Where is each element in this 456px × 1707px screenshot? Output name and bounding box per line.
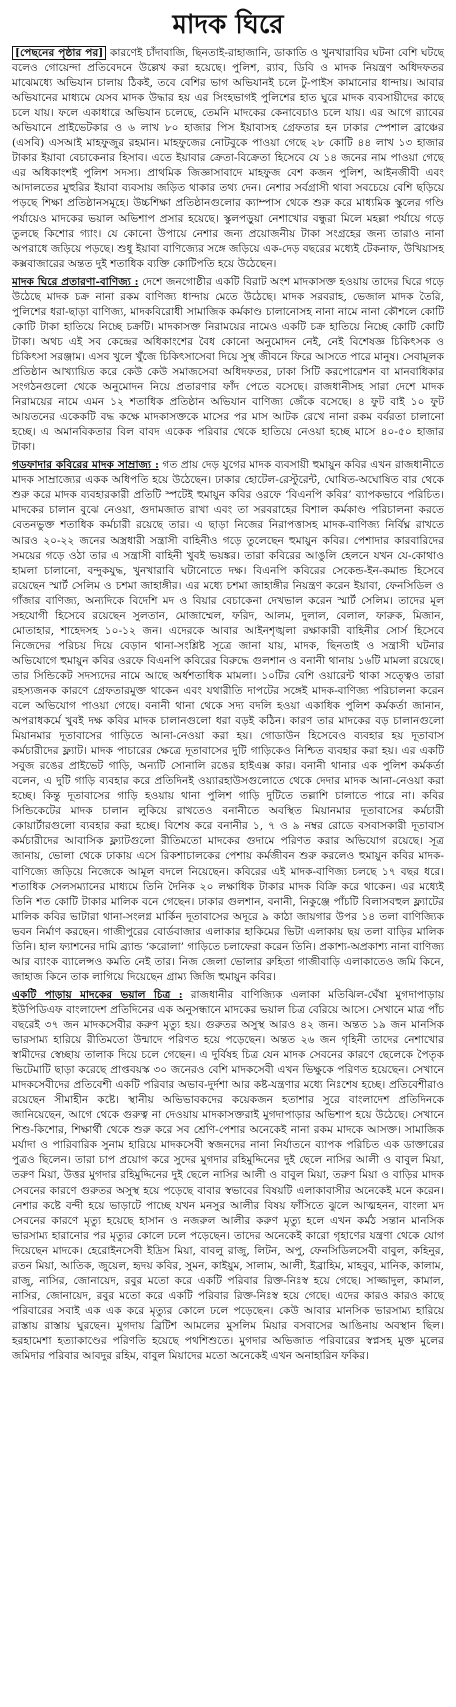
paragraph-text: দেশে জনগোষ্ঠীর একটি বিরাট অংশ মাদকাসক্ত হওয়ায় তাদের ঘিরে গড়ে উঠেছে মাদক চক্র নানা রকম বাণিজ্য ধান্দায় মেতে উঠেছে। মাদক সরবরাহ, ভেজাল মাদক তৈরি, পুলিশের ধরা-ছাড়া বাণিজ্য, মাদকবিরোধী সামাজিক কর্মকাণ্ড চালানোসহ নানা নামে নানা কৌশলে কোটি কোটি টাকা হাতিয়ে নিচ্ছে চক্রটি। মাদকাসক্ত নিরাময়ের নামেও একটি চক্র হাতিয়ে নিচ্ছে কোটি কোটি টাকা। অথচ এই সব কেন্দ্রের অধিকাংশের বৈধ কোনো অনুমোদন নেই, নেই বিশেষজ্ঞ চিকিৎসক ও চিকিৎসা সরঞ্জাম। এসব খুলে খুঁজে চিকিৎসাসেবা দিয়ে সুস্থ জীবনে ফিরে আসতে পারে মানুষ। সেবামূলক প্রতিষ্ঠান আখ্যায়িত করে কেউ কেউ সমাজসেবা অধিদফতর, ঢাকা সিটি করপোরেশন বা মানবাধিকার সংগঠনগুলো থেকে অনুমোদন নিয়ে প্রতারণার ফাঁদ পেতে বসেছে। রাজধানীসহ সারা দেশে মাদক নিরাময়ের নামে এমন ১২ শতাধিক প্রতিষ্ঠান অভিযান বাণিজ্য জেঁকে বসেছে। ৪ ফুট বাই ১০ ফুট আয়তনের একেকটি বদ্ধ কক্ষে মাদকাসক্তকে মাসের পর মাস আটক রেখে নানা রকম বর্বরতা চালানো হচ্ছে। এ অমানবিকতার বিল বাবদ একেক পরিবার থেকে হাতিয়ে নেওয়া হচ্ছে মাসে ৪০-৫০ হাজার টাকা। bbox=[12, 275, 444, 454]
section-lead-godfather: গডফাদার কবিরের মাদক সাম্রাজ্য : bbox=[12, 459, 159, 472]
section-lead-fraud-trade: মাদক ঘিরে প্রতারণা-বাণিজ্য : bbox=[12, 275, 139, 288]
paragraph-neighborhood bbox=[12, 988, 444, 1364]
headline: মাদক ঘিরে bbox=[172, 10, 284, 40]
section-lead-neighborhood: একটি পাড়ায় মাদকের ভয়াল চিত্র : bbox=[12, 988, 183, 1001]
paragraph-fraud-trade bbox=[12, 275, 444, 456]
paragraph-intro bbox=[12, 46, 444, 272]
section-lead-continued: [পেছনের পৃষ্ঠার পর] bbox=[12, 46, 106, 60]
paragraph-text: রাজধানীর বাণিজ্যিক এলাকা মতিঝিল-ঘেঁষা মুগদাপাড়ায় ইউপিডিএফ বাংলাদেশ প্রতিদিনের এক অনুসন্ধানে মাদকের ভয়াল চিত্র বেরিয়ে আসে। সেখানে মাত্র পাঁচ বছরেই ৩৭ জন মাদকসেবীর করুণ মৃত্যু হয়। গুরুতর অসুস্থ আরও ৪২ জন। অন্তত ১৯ জন মানসিক ভারসাম্য হারিয়ে রীতিমতো উন্মাদে পরিণত হয়ে পড়েছেন। অন্তত ২৬ জন গৃহিনী তাদের নেশাখোর স্বামীদের স্বেচ্ছায় তালাক দিয়ে চলে গেছেন। এ দুর্বিষহ চিত্র যেন মাদক সেবনের কারণে ছেলেকে পৈতৃক ভিটেমাটি ছাড়া করেছে প্রাপ্তবয়স্ক ৩০ জনেরও বেশি মাদকসেবী এখন ভিক্ষুকে পরিণত হয়েছেন। সেখানে মাদকসেবীদের প্রতিবেশী একটি পরিবার অভাব-দুর্দশা আর কষ্ট-যন্ত্রণার মধ্যে নিঃশেষ হচ্ছে। প্রতিবেশীরাও রয়েছেন সীমাহীন কষ্টে। স্থানীয় অভিভাবকদের কয়েকজন হতাশার সুরে বাংলাদেশ প্রতিদিনকে জানিয়েছেন, আগে থেকে গুরুত্ব না দেওয়ায় মাদকাসক্তরাই মুগদাপাড়ার অভিশাপ হয়ে উঠেছে। সেখানে শিশু-কিশোর, শিক্ষার্থী থেকে শুরু করে সব শ্রেণি-পেশার অনেকেই নানা রকম মাদকে আসক্ত। সামাজিক মর্যাদা ও পারিবারিক সুনাম হারিয়ে মাদকসেবী স্বজনদের নানা নির্যাতনে ব্যাপক পরিচিত এক ডাক্তারের পুত্রও ছিলেন। তারা চাপ প্রয়োগ করে সুদের মুগদার রহিমুদ্দিনের দুই ছেলে নাসির আলী ও বাবুল মিয়া, তরুণ মিয়া, উত্তর মুগদার রহিমুদ্দিনের দুই ছেলে নাসির আলী ও বাবুল মিয়া, তরুণ মিয়া ও বাড়ির মাদক সেবনের কারণে গুরুতর অসুস্থ হয়ে পড়েছে বাবার স্বভাবের বিষয়টি এলাকাবাসীর অনেকেই মনে করেন। নেশার কষ্টে বন্দী হয়ে ভাড়াটে পাচ্ছে যখন মনসুর আলীর বিষয় ফাঁসিতে ঝুলে আত্মহনন, বাংলা মদ সেবনের কারণে মৃত্যু হয়েছে হাসান ও নজরুল আলীর করুণ মৃত্যু হলে এখন কর্মঠ সন্তান মানসিক ভারসাম্য হারানোর পর মৃত্যুর কোলে ঢলে পড়েছেন। তাদের অনেকেই কারো গৃহাণের যন্ত্রণা থেকে যোগ দিয়েছেন মাদকে। হেরোইনসেবী ইদ্রিস মিয়া, বাবলু রাজু, লিটন, অপু, ফেনসিডিলসেবী বাবুল, কহিনুর, রতন মিয়া, আতিক, জুয়েল, হৃদয় কবির, সুমন, কাইয়ুম, সালাম, আলী, ইব্রাহিম, মাহবুব, মানিক, কালাম, রাজু, নাসির, জোনায়েদ, রবুর মতো করে একটি পরিবার রিক্ত-নিঃস্ব হয়ে গেছে। সাজ্জাদুল, কামাল, নাসির, জোনায়েদ, রবুর মতো করে একটি পরিবার রিক্ত-নিঃস্ব হয়ে গেছে। এদের কারও কারও কাছে পরিবারের সবাই এক এক করে মৃত্যুর কোলে ঢলে পড়েছেন। কেউ আবার মানসিক ভারসাম্য হারিয়ে রাস্তায় রাস্তায় ঘুরছেন। মুগদায় ব্রিটিশ আমলের মুসলিম মিয়ার বসবাসের আঙিনায় অবস্থান ছিল। হরহামেশা হত্যাকাণ্ডের পরিণতি হয়েছে পথশিশুতে। মুগদার অভিজাত পরিবারের স্বপ্নসহ মুক্ত মুলের জমিদার পরিবার আবদুর রহিম, বাবুল মিয়াদের মতো অনেকেই এখন অনাহারিন ফকির। bbox=[12, 988, 444, 1363]
paragraph-text: গত প্রায় দেড় যুগের মাদক ব্যবসায়ী হুমায়ুন কবির এখন রাজধানীতে মাদক সাম্রাজ্যের একক অধিপতি হয়ে উঠেছেন। ঢাকার হোটেল-রেস্টুরেন্ট, ঘোষিত-অঘোষিত বার থেকে শুরু করে মাদক ব্যবহারকারী প্রতিটি স্পটেই হুমায়ুন কবির ওরফে ‘বিএনপি কবির’ ব্যাপকভাবে পরিচিত। মাদকের চালান বুঝে নেওয়া, গুদামজাত রাখা এবং তা সরবরাহের বিশাল কর্মকাণ্ড পরিচালনা করতে বেতনভুক্ত শতাধিক কর্মচারী রয়েছে তার। এ ছাড়া নিজের নিরাপত্তাসহ মাদক-বাণিজ্য নির্বিঘ্ন রাখতে আরও ২০-২২ জনের অস্ত্রধারী সন্ত্রাসী বাহিনীও গড়ে তুলেছেন হুমায়ুন কবির। পেশাদার কারবারিদের সময়ের গড়ে ওঠা তার এ সন্ত্রাসী বাহিনী খুবই ভয়ঙ্কর। তারা কবিরের আঙুলি হেলনে যখন যে-কোথাও হামলা চালানো, বন্দুকযুদ্ধ, খুনখারাবি ঘটানোতে দক্ষ। বিএনপি কবিরের সেকেন্ড-ইন-কমান্ড হিসেবে রয়েছেন স্মার্ট সেলিম ও চশমা জাহাঙ্গীর। এর মধ্যে চশমা জাহাঙ্গীর নিয়ন্ত্রণ করেন ইয়াবা, ফেনসিডিল ও গাঁজার বাণিজ্য, অন্যদিকে বিদেশি মদ ও বিয়ার বেচাকেনা দেখভাল করেন স্মার্ট সেলিম। তাদের মূল সহযোগী হিসেবে রয়েছেন সুলতান, মোজাম্মেল, ফরিদ, আলম, দুলাল, বেলাল, ফারুক, মিজান, মোতাহার, শাহেদসহ ১০-১২ জন। এদেরকে আবার আইনশৃঙ্খলা রক্ষাকারী বাহিনীর সোর্স হিসেবে নিজেদের পরিচয় দিয়ে বেড়ান থানা-সংশ্লিষ্ট সূত্রে জানা যায়, মাদক, ছিনতাই ও সন্ত্রাসী ঘটনার অভিযোগে হুমায়ুন কবির ওরফে বিএনপি কবিরের বিরুদ্ধে গুলশান ও বনানী থানায় ১৬টি মামলা রয়েছে। তার সিন্ডিকেট সদস্যদের নামে আছে অর্ধশতাধিক মামলা। ১০টির বেশি ওয়ারেন্ট থাকা সত্ত্বেও তারা রহস্যজনক কারণে গ্রেফতারমুক্ত থাকেন এবং যথারীতি দাপটের সঙ্গেই মাদক-বাণিজ্য পরিচালনা করেন বলে অভিযোগ পাওয়া গেছে। বনানী থানা থেকে সদ্য বদলি হওয়া একাধিক পুলিশ কর্মকর্তা জানান, অপরাধকর্মে খুবই দক্ষ কবির মাদক চালানগুলো ধরা বড়ই কঠিন। কারণ তার মাদকের বড় চালানগুলো মিয়ানমার দূতাবাসের গাড়িতে আনা-নেওয়া করা হয়। গোডাউন হিসেবেও ব্যবহার হয় দূতাবাস কর্মচারীদের ফ্ল্যাট। মাদক পাচারের ক্ষেত্রে দূতাবাসের দুটি গাড়িকেও নিশ্চিত ব্যবহার করা হয়। এর একটি সবুজ রঙের প্রাইভেট গাড়ি, অন্যটি সোনালি রঙের হাইএক্স কার। বনানী থানার এক পুলিশ কর্মকর্তা বলেন, এ দুটি গাড়ি ব্যবহার করে প্রতিদিনই ওয়্যারহাউসগুলোতে থেকে দেদার মাদক আনা-নেওয়া করা হচ্ছে। কিন্তু দূতাবাসের গাড়ি হওয়ায় থানা পুলিশ গাড়ি দুটিতে তল্লাশি চালাতে পারে না। কবির সিন্ডিকেটের মাদক চালান লুকিয়ে রাখতেও বনানীতে অবস্থিত মিয়ানমার দূতাবাসের কর্মচারী কোয়ার্টারগুলো ব্যবহার করা হচ্ছে। বিশেষ করে বনানীর ১, ৭ ও ৯ নম্বর রোডে বসবাসকারী দূতাবাস কর্মচারীদের আবাসিক ফ্ল্যাটগুলো রীতিমতো মাদকের গুদামে পরিণত করার অভিযোগ রয়েছে। সূত্র জানায়, ভোলা থেকে ঢাকায় এসে রিকশাচালকের পেশায় কর্মজীবন শুরু করলেও হুমায়ুন কবির মাদক-বাণিজ্যে জড়িয়ে নিজেকে আমূল বদলে নিয়েছেন। কবিরের এই মাদক-বাণিজ্য চলছে ১৭ বছর ধরে। শতাধিক সেলসম্যানের মাধ্যমে তিনি দৈনিক ২০ লক্ষাধিক টাকার মাদক বিক্রি করে থাকেন। এর মধ্যেই তিনি শত কোটি টাকার মালিক বনে গেছেন। ঢাকার গুলশান, বনানী, নিকুঞ্জে পাঁচটি বিলাসবহুল ফ্ল্যাটের মালিক কবির ভাটারা থানা-সংলগ্ন মার্কিন দূতাবাসের অদূরে ৯ কাঠা জায়গার উপর ১৪ তলা বাণিজ্যিক ভবন নির্মাণ করছেন। গাজীপুরের বোর্ডবাজার এলাকার হাকিমের ভিটা এলাকায় ছয় তলা বাড়ির মালিক তিনি। হাল ফ্যাশনের দামি ব্র্যান্ড ‘করোলা’ গাড়িতে চলাফেরা করেন তিনি। প্রকাশ্য-অপ্রকাশ্য নানা বাণিজ্য আর ব্যাংক ব্যালেন্সও কমতি নেই তার। নিজ জেলা ভোলার রুহিতা গাজীবাড়ি এলাকাতেও জমি কিনে, জাহাজ কিনে তাক লাগিয়ে দিয়েছেন গ্রাম্য জিজি হুমায়ুন কবির। bbox=[12, 459, 444, 983]
paragraph-text: কারণেই চাঁদাবাজি, ছিনতাই-রাহাজানি, ডাকাতি ও খুনখারাবির ঘটনা বেশি ঘটছে বলেও গোয়েন্দা প্রতিবেদনে উল্লেখ করা হয়েছে। পুলিশ, র‌্যাব, ডিবি ও মাদক নিয়ন্ত্রণ অধিদফতর মাঝেমধ্যে অভিযান চালায় ঠিকই, তবে বেশির ভাগ অভিযানই চলে টু-পাইস কামানোর ধান্দায়। আবার অভিযানের মাধ্যমে যেসব মাদক উদ্ধার হয় এর সিংহভাগই পুলিশের হাত ঘুরে মাদক ব্যবসায়ীদের কাছে চলে যায়। ফলে একাধারে অভিযান চলেছে, তেমনি মাদকের কেনাবেচাও চলে যায়। এর আগে র‌্যাবের অভিযানে প্রাইভেটকার ও ৬ লাখ ৮০ হাজার পিস ইয়াবাসহ গ্রেফতার হন ঢাকার স্পেশাল ব্রাঞ্চের (এসবি) এসআই মাহফুজুর রহমান। মাহফুজের নোটবুকে পাওয়া গেছে ২৮ কোটি ৪৪ লাখ ১৩ হাজার টাকার ইয়াবা বেচাকেনার হিসাব। এতে ইয়াবার ক্রেতা-বিক্রেতা হিসেবে যে ১৪ জনের নাম পাওয়া গেছে এর অধিকাংশই পুলিশ সদস্য। প্রাথমিক জিজ্ঞাসাবাদে মাহফুজ বেশ কজন পুলিশ, আইনজীবী এবং আদালতের মুহুরির ইয়াবা ব্যবসায় জড়িত থাকার তথ্য দেন। নেশার সর্বগ্রাসী থাবা সবচেয়ে বেশি ছড়িয়ে পড়ছে শিক্ষা প্রতিষ্ঠানসমূহে। উচ্চশিক্ষা প্রতিষ্ঠানগুলোর ক্যাম্পাস থেকে শুরু করে মাধ্যমিক স্কুলের গণ্ডি পর্যায়েও মাদকের ভয়াল অভিশাপ প্রসার হয়েছে। স্কুলপড়ুয়া নেশাখোর বন্ধুরা মিলে মহল্লা পর্যায়ে গড়ে তুলছে কিশোর গ্যাং। যে কোনো উপায়ে নেশার জন্য প্রয়োজনীয় টাকা সংগ্রহের জন্য তারাও নানা অপরাধে জড়িয়ে পড়ছে। শুধু ইয়াবা বাণিজ্যের সঙ্গে জড়িয়ে এক-দেড় বছরের মধ্যেই টেকনাফ, উখিয়াসহ কক্সবাজারের অন্তত দুই শতাধিক ব্যক্তি কোটিপতি হয়ে উঠেছেন। bbox=[12, 47, 445, 270]
paragraph-godfather bbox=[12, 458, 444, 985]
